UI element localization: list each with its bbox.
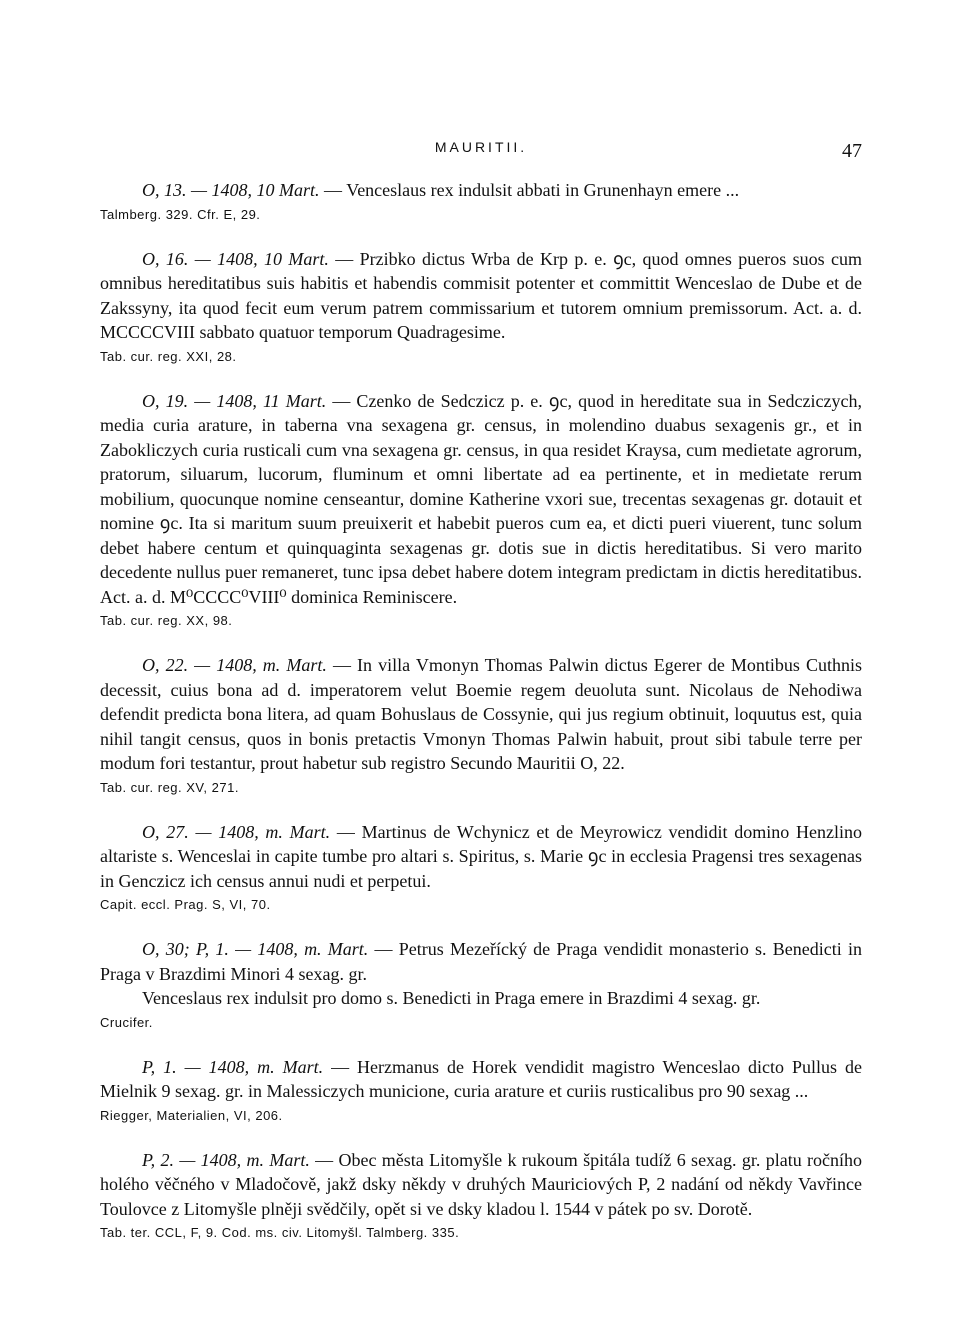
entry-source: Capit. eccl. Prag. S, VI, 70. [100,897,271,912]
entry-body: — Petrus Mezeřícký de Praga vendidit monasterio s. Benedicti in Praga v Brazdimi Minori 4 sexag. gr. [100,939,863,984]
entry-body: — Obec města Litomyšle k rukoum špitála tudíž 6 sexag. gr. platu ročního holého věčného v Mladočově, jakž dsky někdy v druhých Mauriciových P, 2 nadání od někdy Vavřince Toulovce z Litomyšle plněji svědčily, opět si ve dsky kladou l. 1544 v pátek po sv. Dorotě. [100,1149,863,1219]
entry-text [100,389,862,610]
entry-text [100,1055,862,1104]
entry-reference: P, 1. — 1408, m. Mart. [142,1056,324,1077]
entry-body: — Herzmanus de Horek vendidit magistro Wenceslao dicto Pullus de Mielnik 9 sexag. gr. in Malessiczych municione, curia arature et curiis rusticalibus pro 90 sexag ... [100,1056,863,1101]
entry-text [100,1148,862,1222]
entry-text [100,247,862,345]
entry-reference: P, 2. — 1408, m. Mart. [142,1149,310,1170]
entry-continuation [100,986,862,1011]
entry [100,1055,862,1123]
entry [100,653,862,795]
entry [100,178,862,222]
entry-text [100,178,862,203]
entry-source: Tab. cur. reg. XV, 271. [100,779,239,795]
entry-body: — Przibko dictus Wrba de Krp p. e. ꝯc, quod omnes pueros suos cum omnibus hereditatibus suis habitis et habendis commisit potenter et committit Wenceslao de Dube et de Zakssyny, ita quod fecit eum verum patrem commissarium et tutorem omnium premissorum. Act. a. d. MCCCCVIII sabbato quatuor temporum Quadragesime. [100,248,862,342]
entry-body: — Venceslaus rex indulsit abbati in Grunenhayn emere ... [324,180,740,200]
entry-reference: O, 27. — 1408, m. Mart. [142,821,331,842]
entry-reference: O, 22. — 1408, m. Mart. [142,655,327,675]
entry-text [100,653,862,776]
entry-source: Tab. ter. CCL, F, 9. Cod. ms. civ. Litomyšl. Talmberg. 335. [100,1225,460,1240]
entry [100,937,862,1030]
entry-body: — Czenko de Sedczicz p. e. ꝯc, quod in hereditate sua in Sedcziczych, media curia arature, in taberna vna sexagena gr. census, in molendino duabus sexagenis gr., et in Zabokliczych curia rusticali cum vna sexagena gr. census, in qua residet Kraysa, cum medietate agrorum, pratorum, siluarum, lucorum, fluminum et omni libertate ad ea pertinente, et in medietate rerum mobilium, quocunque nomine censeantur, domine Katherine vxori sue, trecentas sexagenas gr. dotauit et nomine ꝯc. Ita si maritum suum preuixerit et habebit pueros cum ea, et dicti pueri viuerent, tunc solum debet habere centum et quinquaginta sexagenas gr. dotis sue in dictis hereditatibus. Si vero marito decedente nullus puer remaneret, tunc ipsa debet habere dotem integram predictam in dictis hereditatibus. Act. a. d. M⁰CCCC⁰VIII⁰ dominica Reminiscere. [100,390,863,607]
entry [100,1148,862,1241]
entry-reference: O, 16. — 1408, 10 Mart. [142,248,329,269]
entry-body: Venceslaus rex indulsit pro domo s. Benedicti in Praga emere in Brazdimi 4 sexag. gr. [142,988,761,1008]
entry-source: Talmberg. 329. Cfr. E, 29. [100,206,261,222]
entry-reference: O, 19. — 1408, 11 Mart. [142,390,327,411]
entry-text [100,937,862,986]
entries-list [100,178,862,1265]
entry [100,247,862,364]
entry-source: Tab. cur. reg. XX, 98. [100,613,233,628]
entry [100,389,862,629]
entry-body: — Martinus de Wchynicz et de Meyrowicz vendidit domino Henzlino altariste s. Wenceslai in capite tumbe pro altari s. Spiritus, s. Marie ꝯc in ecclesia Pragensi tres sexagenas in Genczicz ich census annui nudi et perpetui. [100,821,862,891]
page-number: 47 [842,140,862,162]
page-header [100,137,862,167]
entry-reference: O, 30; P, 1. — 1408, m. Mart. [142,939,369,959]
entry [100,820,862,913]
entry-reference: O, 13. — 1408, 10 Mart. [142,180,320,200]
entry-source: Riegger, Materialien, VI, 206. [100,1107,283,1123]
running-head: MAURITII. [434,139,528,155]
entry-body: — In villa Vmonyn Thomas Palwin dictus Egerer de Montibus Cuthnis decessit, cuius bona ad d. imperatorem velut Boemie regem deuoluta sunt. Nicolaus de Nehodiwa defendit predicta bona litera, ad quam Bohuslaus de Cossynie, qui jus regium obtinuit, loquutus est, quia nihil tangit census, quos in bonis pretactis Vmonyn Thomas Palwin habuit, prout sibi tabule terre per modum fori testantur, prout habetur sub registro Secundo Mauritii O, 22. [100,655,862,773]
entry-source: Tab. cur. reg. XXI, 28. [100,348,237,364]
entry-text [100,820,862,894]
entry-source: Crucifer. [100,1014,153,1030]
